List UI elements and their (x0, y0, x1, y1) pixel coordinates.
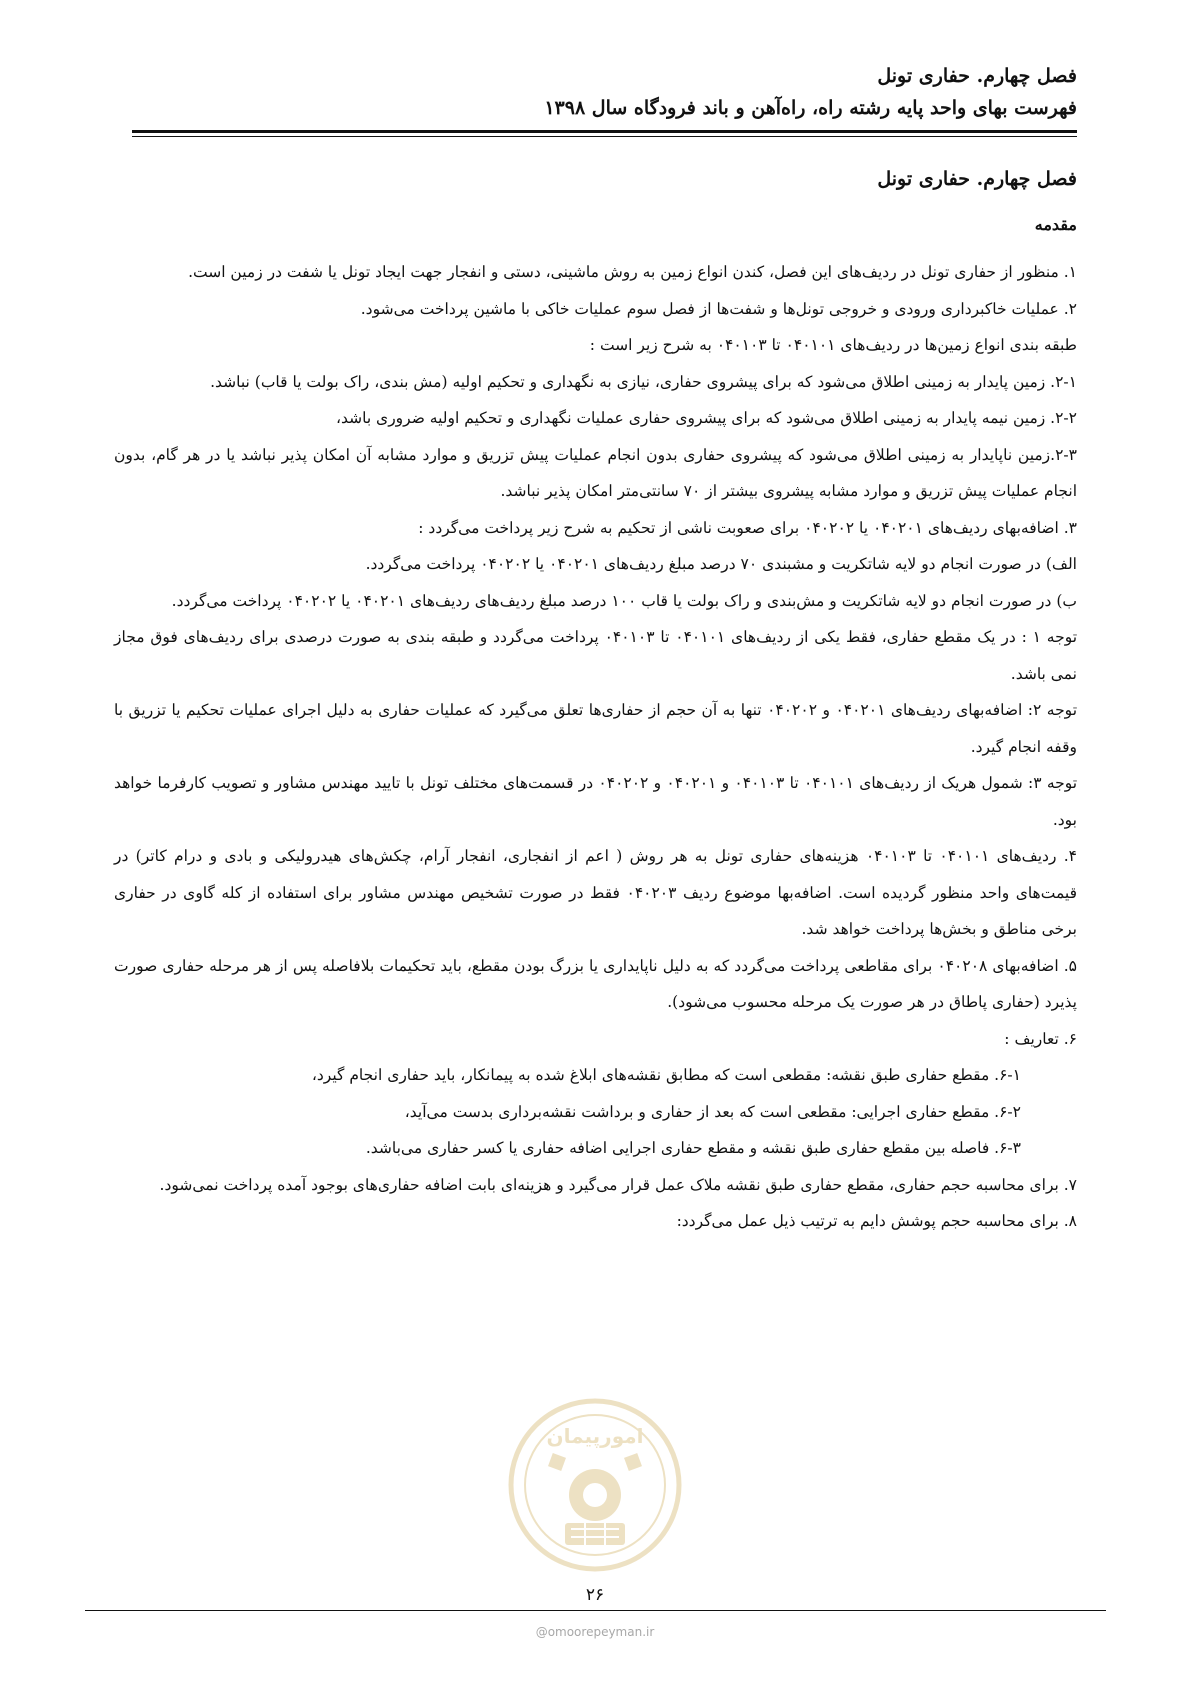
paragraph: ۲-۱. زمین پایدار به زمینی اطلاق می‌شود که برای پیشروی حفاری، نیازی به نگهداری و تحکیم اولیه (مش بندی، راک بولت یا قاب) نباشد. (210, 372, 1077, 391)
watermark-logo (505, 1395, 685, 1575)
paragraph: ۷. برای محاسبه حجم حفاری، مقطع حفاری طبق نقشه ملاک عمل قرار می‌گیرد و هزینه‌ای بابت اضافه حفاری‌های بوجود آمده پرداخت نمی‌شود. (159, 1175, 1077, 1194)
paragraph: ب) در صورت انجام دو لایه شاتکریت و مش‌بندی و راک بولت یا قاب ۱۰۰ درصد مبلغ ردیف‌های ردیف‌های ۰۴۰۲۰۱ یا ۰۴۰۲۰۲ پرداخت می‌گردد. (171, 591, 1077, 610)
definition-item: ۶-۳. فاصله بین مقطع حفاری طبق نقشه و مقطع حفاری اجرایی اضافه حفاری یا کسر حفاری می‌باشد. (365, 1139, 1021, 1157)
paragraph: ۶. تعاریف : (1004, 1029, 1077, 1048)
page-number: ۲۶ (585, 1585, 605, 1605)
note-paragraph: توجه ۱ : در یک مقطع حفاری، فقط یکی از ردیف‌های ۰۴۰۱۰۱ تا ۰۴۰۱۰۳ پرداخت می‌گردد و طبقه بندی به صورت درصدی برای ردیف‌های فوق مجاز نمی باشد. (114, 628, 1078, 683)
paragraph: ۲-۳.زمین ناپایدار به زمینی اطلاق می‌شود که پیشروی حفاری بدون انجام عملیات پیش تزریق و موارد مشابه آن امکان پذیر نباشد یا در هر گام، بدون انجام عملیات پیش تزریق و موارد مشابه پیشروی بیشتر از ۷۰ سانتی‌متر امکان پذیر نباشد. (114, 445, 1077, 500)
paragraph: ۲. عملیات خاکبرداری ورودی و خروجی تونل‌ها و شفت‌ها از فصل سوم عملیات خاکی با ماشین پرداخت می‌شود. (360, 299, 1077, 318)
definition-item: ۶-۲. مقطع حفاری اجرایی: مقطعی است که بعد از حفاری و برداشت نقشه‌برداری بدست می‌آید، (404, 1102, 1021, 1121)
paragraph: ۲-۲. زمین نیمه پایدار به زمینی اطلاق می‌شود که برای پیشروی حفاری عملیات نگهداری و تحکیم اولیه ضروری باشد، (335, 409, 1077, 427)
watermark-logo-text: امورپیمان (546, 1424, 644, 1448)
header-rule-thin (132, 136, 1077, 137)
paragraph: ۴. ردیف‌های ۰۴۰۱۰۱ تا ۰۴۰۱۰۳ هزینه‌های حفاری تونل به هر روش ( اعم از انفجاری، انفجار آرام، چکش‌های هیدرولیکی و بادی و درام کاتر) در قیمت‌های واحد منظور گردیده است. اضافه‌بها موضوع ردیف ۰۴۰۲۰۳ فقط در صورت تشخیص مهندس مشاور برای استفاده از کله گاوی در حفاری برخی مناطق و بخش‌ها پرداخت خواهد شد. (114, 847, 1077, 938)
header-document-title: فهرست بهای واحد پایه رشته راه، راه‌آهن و باند فرودگاه سال ۱۳۹۸ (544, 97, 1077, 119)
paragraph: الف) در صورت انجام دو لایه شاتکریت و مشبندی ۷۰ درصد مبلغ ردیف‌های ۰۴۰۲۰۱ یا ۰۴۰۲۰۲ پرداخت می‌گردد. (365, 555, 1077, 573)
definition-item: ۶-۱. مقطع حفاری طبق نقشه: مقطعی است که مطابق نقشه‌های ابلاغ شده به پیمانکار، باید حفاری انجام گیرد، (311, 1066, 1021, 1084)
paragraph: ۸. برای محاسبه حجم پوشش دایم به ترتیب ذیل عمل می‌گردد: (676, 1212, 1077, 1230)
main-content (114, 164, 1077, 1240)
footer-website: @omoorepeyman.ir (535, 1625, 655, 1639)
chapter-title: فصل چهارم. حفاری تونل (877, 168, 1077, 190)
header-chapter-title: فصل چهارم. حفاری تونل (877, 65, 1077, 87)
note-paragraph: توجه ۲: اضافه‌بهای ردیف‌های ۰۴۰۲۰۱ و ۰۴۰۲۰۲ تنها به آن حجم از حفاری‌ها تعلق می‌گیرد که عملیات حفاری به دلیل اجرای عملیات تحکیم یا تزریق با وقفه انجام گیرد. (114, 701, 1078, 756)
paragraph: ۵. اضافه‌بهای ۰۴۰۲۰۸ برای مقاطعی پرداخت می‌گردد که به دلیل ناپایداری یا بزرگ بودن مقطع، باید تحکیمات بلافاصله پس از هر مرحله حفاری صورت پذیرد (حفاری پاطاق در هر صورت یک مرحله محسوب می‌شود). (114, 956, 1077, 1011)
footer-rule (85, 1610, 1106, 1611)
section-heading-introduction: مقدمه (1034, 215, 1077, 234)
note-paragraph: توجه ۳: شمول هریک از ردیف‌های ۰۴۰۱۰۱ تا ۰۴۰۱۰۳ و ۰۴۰۲۰۱ و ۰۴۰۲۰۲ در قسمت‌های مختلف تونل با تایید مهندس مشاور و تصویب کارفرما خواهد بود. (114, 774, 1078, 829)
paragraph: ۱. منظور از حفاری تونل در ردیف‌های این فصل، کندن انواع زمین به روش ماشینی، دستی و انفجار جهت ایجاد تونل یا شفت در زمین است. (188, 263, 1077, 281)
paragraph: ۳. اضافه‌بهای ردیف‌های ۰۴۰۲۰۱ یا ۰۴۰۲۰۲ برای صعوبت ناشی از تحکیم به شرح زیر پرداخت می‌گردد : (418, 518, 1077, 537)
running-header (132, 60, 1077, 124)
header-rule-thick (132, 130, 1077, 133)
paragraph: طبقه بندی انواع زمین‌ها در ردیف‌های ۰۴۰۱۰۱ تا ۰۴۰۱۰۳ به شرح زیر است : (589, 336, 1077, 354)
